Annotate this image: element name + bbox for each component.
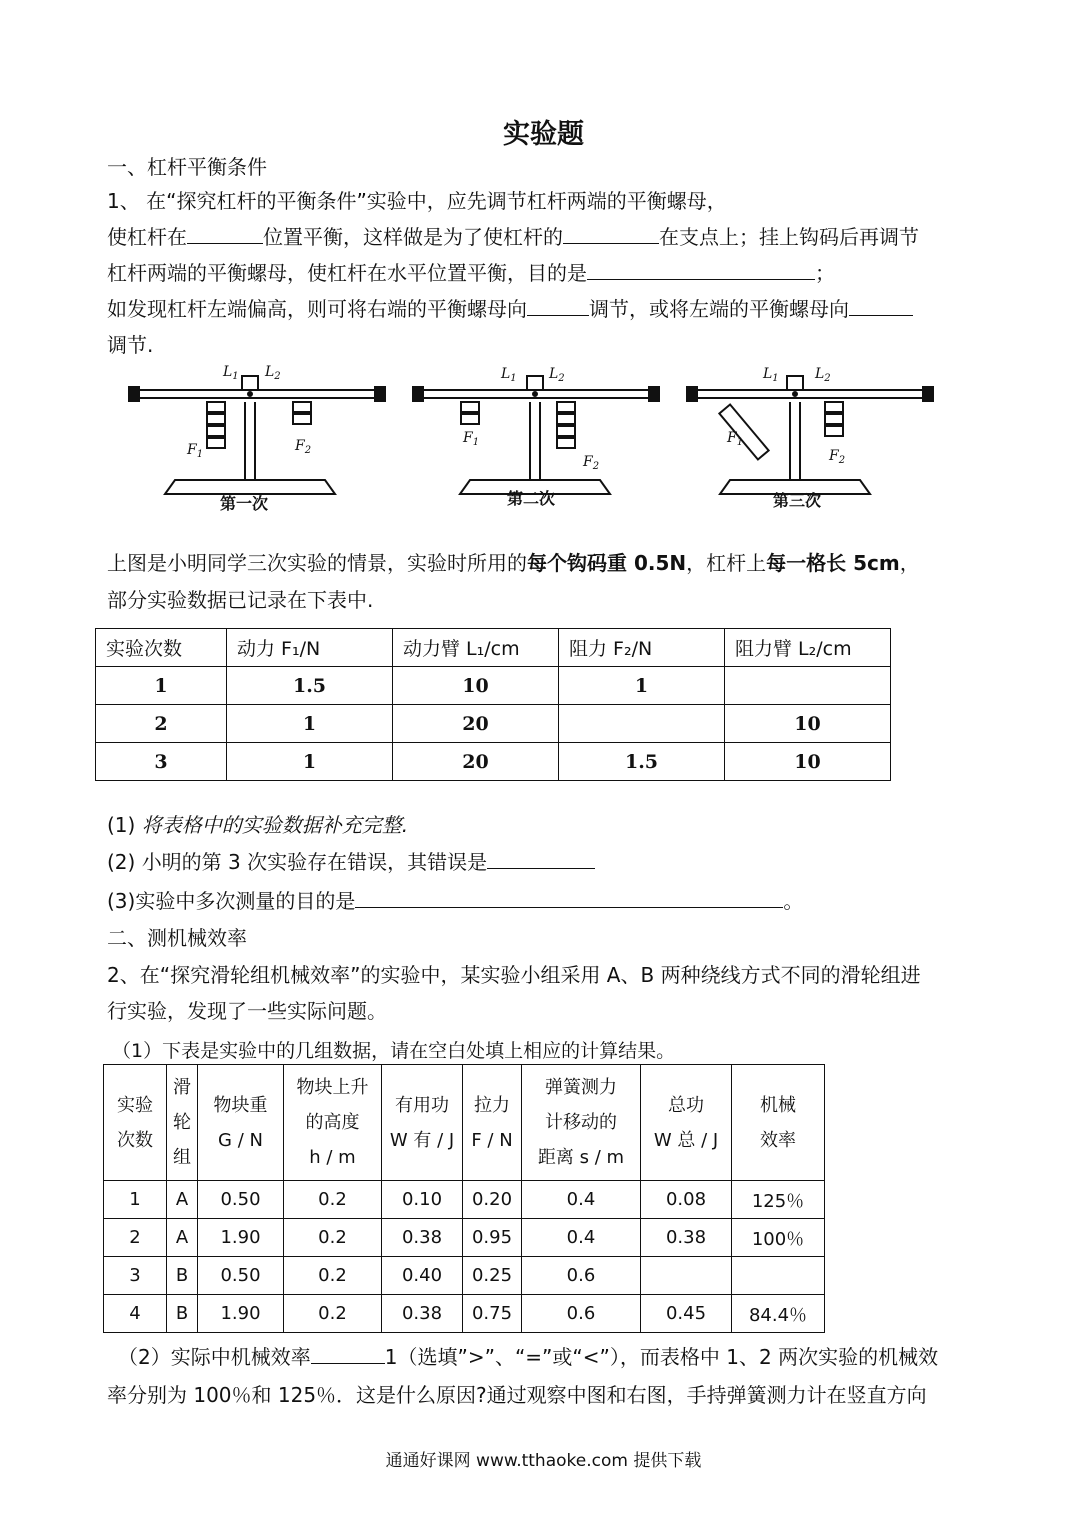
table-cell: 0.20 [463, 1181, 522, 1219]
table-header: 实验次数 [96, 629, 227, 667]
blank-4[interactable] [527, 293, 589, 316]
sub3-text: (3)实验中多次测量的目的是 [107, 889, 356, 913]
table-cell: 2 [96, 705, 227, 743]
svg-text:L1: $L_1$ [501, 366, 517, 384]
svg-text:L1: $L_1$ [763, 366, 779, 384]
table-cell: 2 [104, 1219, 167, 1257]
table-cell: A [167, 1219, 198, 1257]
table-header-row [104, 1065, 825, 1181]
desc-b: 每个钩码重 0.5N [527, 551, 687, 575]
lever-setup-1 [129, 376, 385, 494]
blank-7[interactable] [355, 885, 783, 908]
q1-line2 [107, 220, 919, 254]
svg-text:F2: $F_2$ [295, 438, 312, 456]
blank-5[interactable] [849, 293, 913, 316]
sub-question-3 [107, 884, 803, 918]
table-cell: 3 [104, 1257, 167, 1295]
svg-text:L2: $L_2$ [815, 366, 831, 384]
svg-text:F2: $F_2$ [829, 448, 846, 466]
table-row [104, 1181, 825, 1219]
q2-sub2-a: （2）实际中机械效率 [118, 1345, 311, 1369]
svg-text:F1: $F_1$ [187, 442, 204, 460]
table-cell: 1.90 [198, 1219, 284, 1257]
svg-text:L2: $L_2$ [549, 366, 565, 384]
table-cell: 1 [227, 743, 393, 781]
table-cell: 0.50 [198, 1181, 284, 1219]
section1-heading: 一、杠杆平衡条件 [107, 155, 267, 179]
q1-line3-a: 杠杆两端的平衡螺母，使杠杆在水平位置平衡，目的是 [107, 261, 587, 285]
table-row [96, 743, 891, 781]
table-cell: 0.40 [382, 1257, 463, 1295]
table-cell-blank[interactable] [725, 667, 891, 705]
table-cell: 0.25 [463, 1257, 522, 1295]
sub1-text: 将表格中的实验数据补充完整. [141, 813, 409, 837]
table-row [96, 667, 891, 705]
q2-sub1: （1）下表是实验中的几组数据，请在空白处填上相应的计算结果。 [112, 1040, 676, 1062]
sub1-number: (1) [107, 813, 136, 837]
table-cell-blank[interactable] [732, 1257, 825, 1295]
svg-text:L2: $L_2$ [265, 364, 281, 382]
lever-data-table [95, 628, 891, 781]
table-header: 动力 F₁/N [227, 629, 393, 667]
table-cell: A [167, 1181, 198, 1219]
table-cell: 1.5 [227, 667, 393, 705]
table-cell-blank[interactable] [641, 1257, 732, 1295]
desc-d: 每一格长 5cm [766, 551, 900, 575]
table-cell: 0.2 [284, 1181, 382, 1219]
sub3-end: 。 [783, 889, 804, 913]
table-header: 物块上升 的高度 h / m [284, 1065, 382, 1181]
svg-text:L1: $L_1$ [223, 364, 239, 382]
page-title: 实验题 [503, 119, 584, 150]
lever-figure [125, 362, 995, 522]
svg-text:F1: $F_1$ [463, 430, 480, 448]
table-cell: 20 [393, 743, 559, 781]
table-cell: 0.75 [463, 1295, 522, 1333]
table-cell: 0.2 [284, 1219, 382, 1257]
q1-line4-a: 如发现杠杆左端偏高，则可将右端的平衡螺母向 [107, 297, 527, 321]
blank-3[interactable] [587, 257, 815, 280]
q2-line2: 行实验，发现了一些实际问题。 [107, 999, 387, 1023]
table-row [104, 1257, 825, 1295]
table-cell: 0.10 [382, 1181, 463, 1219]
blank-1[interactable] [187, 221, 263, 244]
footer: 通通好课网 www.tthaoke.com 提供下载 [385, 1451, 702, 1471]
table-cell: B [167, 1257, 198, 1295]
table-header: 阻力 F₂/N [559, 629, 725, 667]
table-cell: 0.38 [382, 1219, 463, 1257]
q1-line1: 1、 在“探究杠杆的平衡条件”实验中，应先调节杠杆两端的平衡螺母， [107, 189, 727, 213]
desc-a: 上图是小明同学三次实验的情景，实验时所用的 [107, 551, 527, 575]
lever-setup-2 [413, 376, 659, 494]
q1-line3-b: ； [815, 261, 835, 285]
table-cell: 0.2 [284, 1295, 382, 1333]
table-cell: 3 [96, 743, 227, 781]
desc-e: ， [899, 551, 920, 575]
table-cell: 0.38 [382, 1295, 463, 1333]
table-cell: 10 [725, 705, 891, 743]
table-cell: 0.6 [522, 1295, 641, 1333]
q1-line5: 调节. [107, 333, 154, 357]
table-header: 有用功 W 有 / J [382, 1065, 463, 1181]
table-header: 总功 W 总 / J [641, 1065, 732, 1181]
table-cell: 1 [96, 667, 227, 705]
table-row [104, 1219, 825, 1257]
table-cell: 0.95 [463, 1219, 522, 1257]
q1-line2-b: 位置平衡，这样做是为了使杠杆的 [263, 225, 563, 249]
q1-line3 [107, 256, 835, 290]
table-header: 阻力臂 L₂/cm [725, 629, 891, 667]
svg-text:F1: $F_1$ [727, 430, 744, 448]
table-cell: 0.50 [198, 1257, 284, 1295]
table-cell: 1 [227, 705, 393, 743]
desc-line2: 部分实验数据已记录在下表中. [107, 588, 374, 612]
table-cell: 0.45 [641, 1295, 732, 1333]
table-row [104, 1295, 825, 1333]
table-cell: 0.2 [284, 1257, 382, 1295]
table-cell: 84.4％ [732, 1295, 825, 1333]
blank-2[interactable] [563, 221, 659, 244]
desc-line1 [107, 546, 920, 580]
table-header: 滑 轮 组 [167, 1065, 198, 1181]
sub-question-2 [107, 845, 595, 879]
svg-text:F2: $F_2$ [583, 454, 600, 472]
q2-sub2-line1 [118, 1340, 938, 1374]
table-cell: B [167, 1295, 198, 1333]
table-header-row [96, 629, 891, 667]
section2-heading: 二、测机械效率 [107, 926, 247, 950]
table-header: 弹簧测力 计移动的 距离 s / m [522, 1065, 641, 1181]
table-header: 动力臂 L₁/cm [393, 629, 559, 667]
sub2-text: (2) 小明的第 3 次实验存在错误，其错误是 [107, 850, 488, 874]
desc-c: ，杠杆上 [686, 551, 767, 575]
caption-1: 第一次 [220, 494, 269, 513]
table-header: 物块重 G / N [198, 1065, 284, 1181]
q1-line4 [107, 292, 913, 326]
q2-line1: 2、在“探究滑轮组机械效率”的实验中，某实验小组采用 A、B 两种绕线方式不同的滑轮组进 [107, 963, 921, 987]
q1-line2-a: 使杠杆在 [107, 225, 187, 249]
table-header: 机械 效率 [732, 1065, 825, 1181]
table-cell: 1.5 [559, 743, 725, 781]
q2-sub2-b: 1（选填”>”、“=”或“<”），而表格中 1、2 两次实验的机械效 [384, 1345, 939, 1369]
table-cell: 125％ [732, 1181, 825, 1219]
blank-6[interactable] [487, 846, 595, 869]
lever-setup-3 [687, 376, 933, 494]
q1-line4-b: 调节，或将左端的平衡螺母向 [589, 297, 849, 321]
table-cell: 0.08 [641, 1181, 732, 1219]
table-row [96, 705, 891, 743]
caption-3: 第三次 [773, 491, 822, 510]
table-cell: 1 [559, 667, 725, 705]
table-header: 实验 次数 [104, 1065, 167, 1181]
caption-2: 第二次 [507, 489, 556, 508]
table-cell: 1.90 [198, 1295, 284, 1333]
table-cell: 1 [104, 1181, 167, 1219]
sub-question-1 [107, 808, 408, 842]
table-cell: 100％ [732, 1219, 825, 1257]
q1-line2-c: 在支点上；挂上钩码后再调节 [659, 225, 919, 249]
table-cell: 0.6 [522, 1257, 641, 1295]
blank-8[interactable] [311, 1341, 385, 1364]
table-cell: 0.4 [522, 1219, 641, 1257]
table-cell: 10 [725, 743, 891, 781]
table-cell: 20 [393, 705, 559, 743]
efficiency-data-table [103, 1064, 825, 1333]
table-cell-blank[interactable] [559, 705, 725, 743]
q2-sub2-line2: 率分别为 100％和 125％．这是什么原因?通过观察中图和右图，手持弹簧测力计在竖直方向 [107, 1383, 927, 1407]
table-cell: 4 [104, 1295, 167, 1333]
table-cell: 0.4 [522, 1181, 641, 1219]
table-cell: 10 [393, 667, 559, 705]
table-header: 拉力 F / N [463, 1065, 522, 1181]
table-cell: 0.38 [641, 1219, 732, 1257]
